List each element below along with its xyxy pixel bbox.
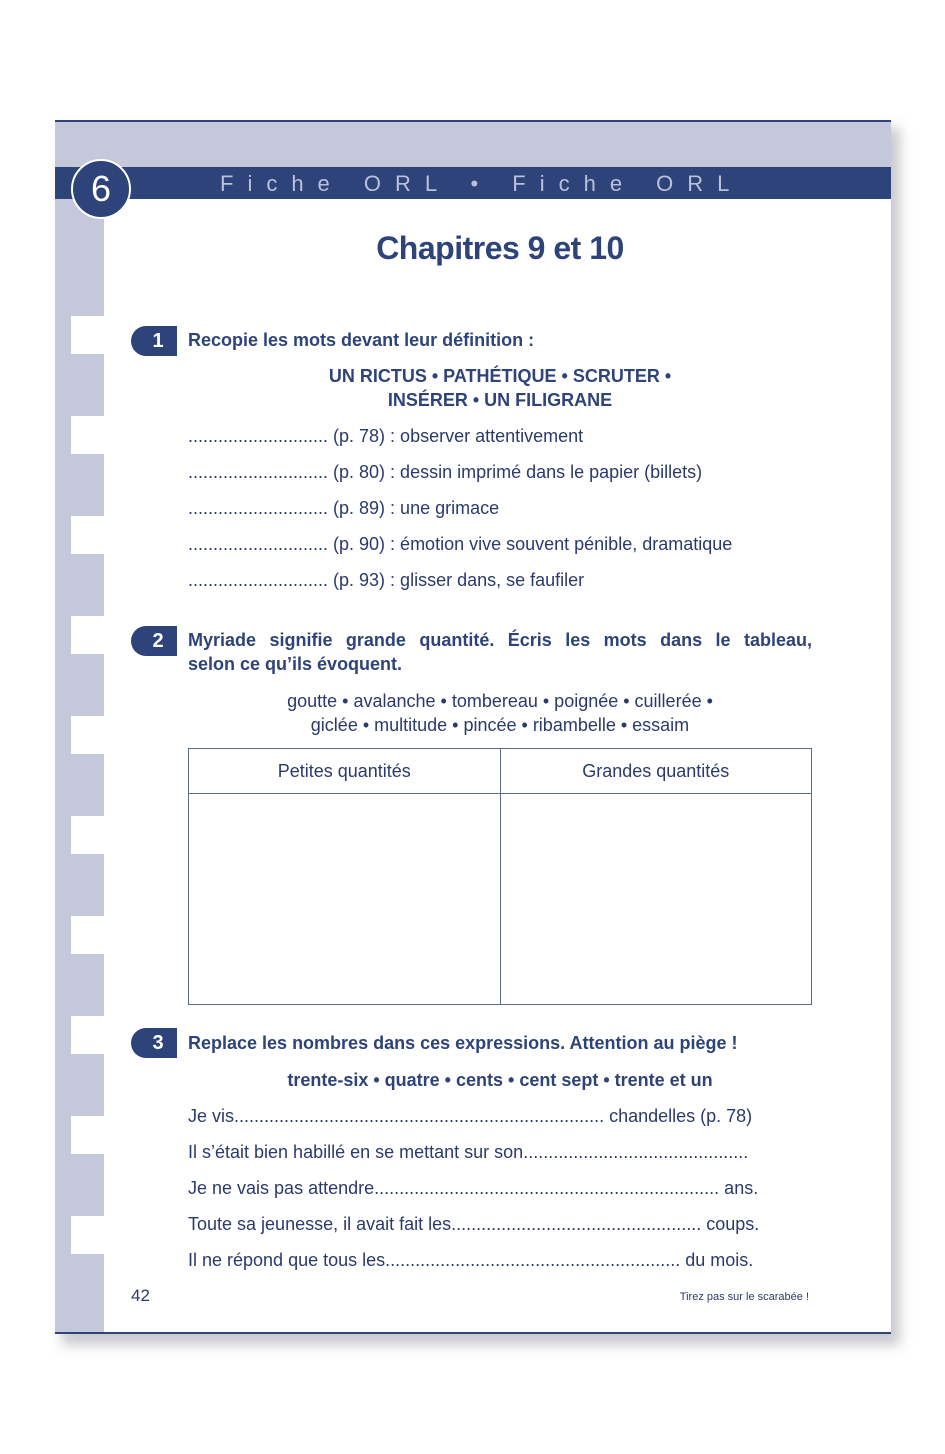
exercise-2-words-line2: giclée • multitude • pincée • ribambelle • essaim [310, 715, 690, 735]
quantities-table [188, 748, 812, 1005]
exercise-2-badge [131, 626, 177, 656]
binding-notch [71, 416, 104, 454]
exercise-3-line: Il s’était bien habillé en se mettant sur son............................................. [188, 1142, 749, 1162]
exercise-1-number: 1 [152, 330, 164, 352]
exercise-1-line: ............................ (p. 89) : une grimace [188, 498, 500, 518]
binding-notch [71, 1116, 104, 1154]
exercise-2-number: 2 [152, 630, 164, 652]
exercise-2-instruction-line2: selon ce qu’ils évoquent. [188, 654, 403, 674]
binding-notch [71, 516, 104, 554]
binding-notch [71, 316, 104, 354]
bottom-rule [55, 1332, 891, 1334]
table-cell-small[interactable] [189, 794, 501, 1005]
exercise-3-line: Il ne répond que tous les........................................................... du mois. [188, 1250, 754, 1270]
exercise-3-badge [131, 1028, 177, 1058]
top-rule [55, 120, 891, 122]
binding-notch [71, 1216, 104, 1254]
binding-notch [71, 1016, 104, 1054]
exercise-1-badge [131, 326, 177, 356]
exercise-3-words: trente-six • quatre • cents • cent sept • trente et un [287, 1070, 713, 1090]
exercise-3-line: Je vis.......................................................................... chandelles (p. 78) [188, 1106, 753, 1126]
banner-text: Fiche ORL • Fiche ORL [220, 171, 744, 196]
exercise-1-line: ............................ (p. 90) : émotion vive souvent pénible, dramatique [188, 534, 733, 554]
exercise-1-line: ............................ (p. 93) : glisser dans, se faufiler [188, 570, 585, 590]
exercise-1-instruction: Recopie les mots devant leur définition : [188, 330, 535, 350]
exercise-3-line: Je ne vais pas attendre..................................................................... ans. [188, 1178, 759, 1198]
table-header-large: Grandes quantités [500, 749, 812, 794]
exercise-1-line: ............................ (p. 80) : dessin imprimé dans le papier (billets) [188, 462, 703, 482]
table-cell-large[interactable] [500, 794, 812, 1005]
binding-notch [71, 916, 104, 954]
page-title: Chapitres 9 et 10 [376, 230, 624, 266]
exercise-3-instruction: Replace les nombres dans ces expressions. Attention au piège ! [188, 1033, 738, 1053]
fiche-number: 6 [90, 168, 112, 209]
exercise-1-words-line2: INSÉRER • UN FILIGRANE [387, 390, 613, 410]
binding-notch [71, 816, 104, 854]
table-header-small: Petites quantités [189, 749, 501, 794]
exercise-3-number: 3 [152, 1032, 164, 1054]
exercise-2-words-line1: goutte • avalanche • tombereau • poignée • cuillerée • [287, 691, 713, 711]
binding-notch [71, 616, 104, 654]
binding-notch [71, 716, 104, 754]
book-title: Tirez pas sur le scarabée ! [679, 1291, 809, 1303]
page-number: 42 [131, 1286, 150, 1305]
exercise-1-line: ............................ (p. 78) : observer attentivement [188, 426, 584, 446]
exercise-1-words-line1: UN RICTUS • PATHÉTIQUE • SCRUTER • [328, 366, 672, 386]
top-band [55, 120, 891, 167]
fiche-number-badge [71, 159, 131, 219]
worksheet-page [55, 120, 891, 1334]
exercise-2-instruction-line1: Myriade signifie grande quantité. Écris les mots dans le tableau, [188, 630, 812, 650]
exercise-3-line: Toute sa jeunesse, il avait fait les.................................................. coups. [188, 1214, 760, 1234]
